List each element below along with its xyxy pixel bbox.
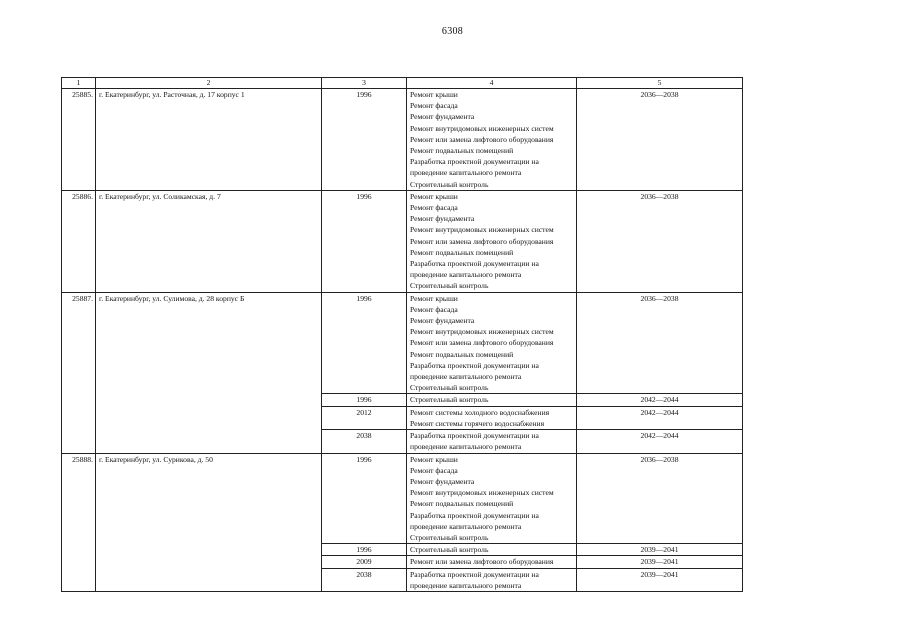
work-item: Ремонт или замена лифтового оборудования xyxy=(410,557,554,567)
header-cell-2: 2 xyxy=(96,78,322,89)
work-item: Ремонт крыши xyxy=(410,90,458,99)
year-cell: 2009 xyxy=(322,556,407,568)
table-row xyxy=(62,89,743,191)
work-item: Разработка проектной документации на xyxy=(410,510,539,520)
address-cell: г. Екатеринбург, ул. Сурикова, д. 50 xyxy=(96,453,322,591)
header-cell-4: 4 xyxy=(407,78,577,89)
work-item: Ремонт фундамента xyxy=(410,214,475,224)
work-item: Строительный контроль xyxy=(410,383,489,393)
works-cell xyxy=(407,394,577,406)
capital-repair-table xyxy=(61,77,743,592)
row-number: 25885. xyxy=(62,89,96,191)
work-item: Ремонт подвальных помещений xyxy=(410,247,514,257)
work-item: Ремонт фундамента xyxy=(410,316,475,326)
work-item: Ремонт подвальных помещений xyxy=(410,349,514,359)
work-item: Ремонт или замена лифтового оборудования xyxy=(410,236,554,246)
table-body xyxy=(62,78,743,592)
year-cell: 1996 xyxy=(322,190,407,292)
work-item: проведение капитального ремонта xyxy=(410,580,522,590)
table-row xyxy=(62,292,743,394)
year-cell: 1996 xyxy=(322,89,407,191)
address-cell: г. Екатеринбург, ул. Соликамская, д. 7 xyxy=(96,190,322,292)
period-cell: 2039—2041 xyxy=(577,556,743,568)
work-item: Ремонт подвальных помещений xyxy=(410,146,514,156)
work-item: проведение капитального ремонта xyxy=(410,168,522,178)
work-item: Разработка проектной документации на xyxy=(410,431,539,441)
work-item: Ремонт внутридомовых инженерных систем xyxy=(410,225,554,235)
header-cell-3: 3 xyxy=(322,78,407,89)
works-cell xyxy=(407,556,577,568)
work-item: Ремонт фасада xyxy=(410,101,458,111)
period-cell: 2039—2041 xyxy=(577,568,743,591)
period-cell: 2036—2038 xyxy=(577,190,743,292)
period-cell: 2039—2041 xyxy=(577,544,743,556)
work-item: Строительный контроль xyxy=(410,532,489,542)
work-item: Ремонт внутридомовых инженерных систем xyxy=(410,327,554,337)
work-item: Ремонт фасада xyxy=(410,465,458,475)
work-item: Строительный контроль xyxy=(410,179,489,189)
year-cell: 1996 xyxy=(322,453,407,544)
work-item: Ремонт внутридомовых инженерных систем xyxy=(410,488,554,498)
works-cell xyxy=(407,544,577,556)
period-cell: 2036—2038 xyxy=(577,453,743,544)
work-item: Ремонт крыши xyxy=(410,191,458,201)
work-item: Ремонт или замена лифтового оборудования xyxy=(410,338,554,348)
row-number: 25887. xyxy=(62,292,96,453)
period-cell: 2036—2038 xyxy=(577,89,743,191)
address-cell: г. Екатеринбург, ул. Расточная, д. 17 корпус 1 xyxy=(96,89,322,191)
page-number: 6308 xyxy=(441,26,464,37)
header-cell-5: 5 xyxy=(577,78,743,89)
work-item: Строительный контроль xyxy=(410,281,489,291)
period-cell: 2036—2038 xyxy=(577,292,743,394)
works-cell xyxy=(407,190,577,292)
work-item: Ремонт фундамента xyxy=(410,112,475,122)
work-item: Ремонт фасада xyxy=(410,304,458,314)
work-item: Разработка проектной документации на xyxy=(410,157,539,167)
header-cell-1: 1 xyxy=(62,78,96,89)
work-item: Ремонт подвальных помещений xyxy=(410,499,514,509)
year-cell: 1996 xyxy=(322,292,407,394)
year-cell: 2038 xyxy=(322,568,407,591)
work-item: Ремонт фундамента xyxy=(410,476,475,486)
work-item: Разработка проектной документации на xyxy=(410,360,539,370)
address-cell: г. Екатеринбург, ул. Сулимова, д. 28 корпус Б xyxy=(96,292,322,453)
table-row xyxy=(62,190,743,292)
period-cell: 2042—2044 xyxy=(577,406,743,429)
work-item: Разработка проектной документации на xyxy=(410,569,539,579)
work-item: проведение капитального ремонта xyxy=(410,521,522,531)
period-cell: 2042—2044 xyxy=(577,430,743,453)
work-item: Ремонт крыши xyxy=(410,454,458,464)
work-item: Строительный контроль xyxy=(410,545,489,555)
row-number: 25888. xyxy=(62,453,96,591)
work-item: Ремонт системы холодного водоснабжения xyxy=(410,407,550,417)
work-item: Ремонт внутридомовых инженерных систем xyxy=(410,123,554,133)
year-cell: 2038 xyxy=(322,430,407,453)
year-cell: 2012 xyxy=(322,406,407,429)
work-item: проведение капитального ремонта xyxy=(410,442,522,452)
work-item: Ремонт крыши xyxy=(410,293,458,303)
work-item: проведение капитального ремонта xyxy=(410,372,522,382)
work-item: Ремонт системы горячего водоснабжения xyxy=(410,418,545,428)
works-cell xyxy=(407,406,577,429)
table-row xyxy=(62,453,743,544)
work-item: Ремонт фасада xyxy=(410,203,458,213)
period-cell: 2042—2044 xyxy=(577,394,743,406)
year-cell: 1996 xyxy=(322,394,407,406)
row-number: 25886. xyxy=(62,190,96,292)
year-cell: 1996 xyxy=(322,544,407,556)
work-item: Строительный контроль xyxy=(410,395,489,405)
works-cell xyxy=(407,568,577,591)
works-cell xyxy=(407,430,577,453)
works-cell xyxy=(407,292,577,394)
works-cell xyxy=(407,453,577,544)
works-cell xyxy=(407,89,577,191)
work-item: Разработка проектной документации на xyxy=(410,259,539,269)
work-item: проведение капитального ремонта xyxy=(410,270,522,280)
work-item: Ремонт или замена лифтового оборудования xyxy=(410,134,554,144)
header-row xyxy=(62,78,743,89)
